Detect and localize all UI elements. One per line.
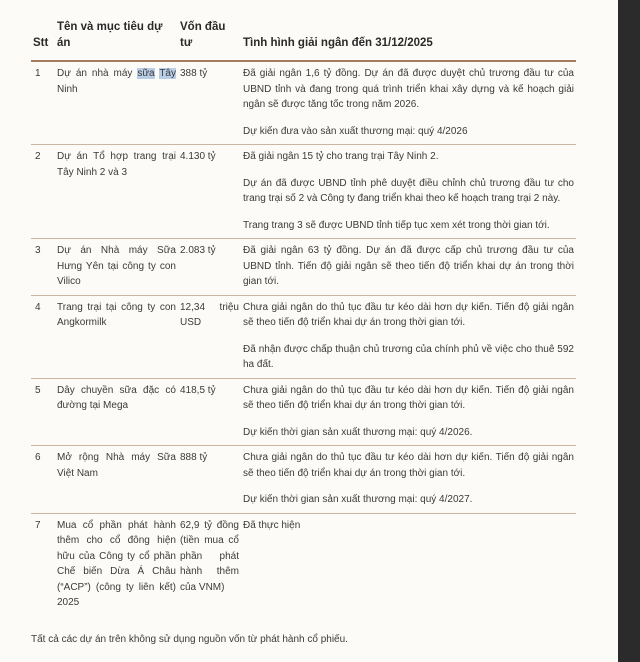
row-project-name: Trang trại tại công ty con Angkormilk <box>55 295 178 378</box>
row-capital: 4.130 tỷ <box>178 145 241 239</box>
header-stt: Stt <box>31 16 55 61</box>
highlighted-text: sữa <box>137 68 155 79</box>
status-paragraph: Đã thực hiện <box>243 519 301 531</box>
row-status <box>241 378 576 446</box>
row-stt: 6 <box>31 446 55 514</box>
status-paragraph: Đã giải ngân 63 tỷ đồng. Dự án đã được cấp chủ trương đầu tư của UBND tỉnh. Tiến độ giải ngân sẽ theo tiến độ triển khai dự án trong thời gian tới. <box>243 245 574 287</box>
status-paragraph: Dự án đã được UBND tỉnh phê duyệt điều chỉnh chủ trương đầu tư cho trang trại số 2 và Công ty đang triển khai theo kế hoạch trang trại 2 này. <box>243 177 574 204</box>
header-row <box>31 16 576 61</box>
row-capital: 888 tỷ <box>178 446 241 514</box>
status-paragraph: Chưa giải ngân do thủ tục đầu tư kéo dài hơn dự kiến. Tiến độ giải ngân sẽ theo tiến độ triển khai dự án trong thời gian tới. <box>243 384 574 411</box>
name-text: Ninh <box>57 83 78 95</box>
status-paragraph: Dự kiến thời gian sản xuất thương mại: quý 4/2027. <box>243 494 473 505</box>
row-status <box>241 446 576 514</box>
investment-projects-table <box>31 16 576 616</box>
row-status <box>241 295 576 378</box>
name-text: Dự án nhà máy <box>57 68 138 79</box>
header-capital: Vốn đầu tư <box>178 16 241 61</box>
row-project-name: Dự án Nhà máy Sữa Hưng Yên tại công ty con Vilico <box>55 239 178 296</box>
row-project-name: Dây chuyền sữa đặc có đường tại Mega <box>55 378 178 446</box>
row-status <box>241 61 576 145</box>
header-disbursement-status: Tình hình giải ngân đến 31/12/2025 <box>241 16 576 61</box>
row-status <box>241 513 576 616</box>
table-row <box>31 61 576 145</box>
row-status <box>241 145 576 239</box>
row-project-name: Dự án Tổ hợp trang trại Tây Ninh 2 và 3 <box>55 145 178 239</box>
table-body <box>31 61 576 616</box>
table-row <box>31 145 576 239</box>
status-paragraph: Dự kiến thời gian sản xuất thương mại: quý 4/2026. <box>243 426 473 438</box>
table-header <box>31 16 576 61</box>
row-stt: 4 <box>31 295 55 378</box>
table-row <box>31 295 576 378</box>
status-paragraph: Đã giải ngân 1,6 tỷ đồng. Dự án đã được duyệt chủ trương đầu tư của UBND tỉnh và đang trong quá trình triển khai xây dựng và kế hoạch giải ngân sẽ được tăng tốc trong năm 2026. <box>243 68 574 110</box>
row-stt: 5 <box>31 378 55 446</box>
header-project-name: Tên và mục tiêu dự án <box>55 16 178 61</box>
footnote: Tất cả các dự án trên không sử dụng nguồn vốn từ phát hành cổ phiếu. <box>31 633 348 645</box>
table-row <box>31 378 576 446</box>
row-stt: 3 <box>31 239 55 296</box>
row-capital: 418,5 tỷ <box>178 378 241 446</box>
highlighted-text: Tây <box>159 68 176 79</box>
row-capital: 2.083 tỷ <box>178 239 241 296</box>
status-paragraph: Chưa giải ngân do thủ tục đầu tư kéo dài hơn dự kiến. Tiến độ giải ngân sẽ theo tiến độ triển khai dự án trong thời gian tới. <box>243 301 574 328</box>
row-status <box>241 239 576 296</box>
row-stt: 2 <box>31 145 55 239</box>
table-row <box>31 239 576 296</box>
status-paragraph: Đã giải ngân 15 tỷ cho trang trại Tây Ninh 2. <box>243 151 439 162</box>
row-project-name: Mua cổ phần phát hành thêm cho cổ đông hiện hữu của Công ty cổ phần Chế biến Dừa Á Châu (“ACP”) (công ty liên kết) 2025 <box>57 519 176 608</box>
row-capital: 12,34 triệu USD <box>178 295 241 378</box>
status-paragraph: Trang trang 3 sẽ được UBND tỉnh tiếp tục xem xét trong thời gian tới. <box>243 219 550 231</box>
table-row <box>31 446 576 514</box>
status-paragraph: Đã nhận được chấp thuận chủ trương của chính phủ về việc cho thuê 592 ha đất. <box>243 343 574 370</box>
table-row <box>31 513 576 616</box>
row-capital: 388 tỷ <box>178 61 241 145</box>
row-stt: 7 <box>35 519 41 531</box>
status-paragraph: Dự kiến đưa vào sản xuất thương mại: quý 4/2026 <box>243 125 468 137</box>
row-project-name: Mở rộng Nhà máy Sữa Việt Nam <box>55 446 178 514</box>
row-capital: 62,9 tỷ đồng (tiền mua cổ phần phát hành thêm của VNM) <box>180 519 239 593</box>
row-project-name <box>55 61 178 145</box>
status-paragraph: Chưa giải ngân do thủ tục đầu tư kéo dài hơn dự kiến. Tiến độ giải ngân sẽ theo tiến độ triển khai dự án trong thời gian tới. <box>243 452 574 479</box>
row-stt: 1 <box>31 61 55 145</box>
